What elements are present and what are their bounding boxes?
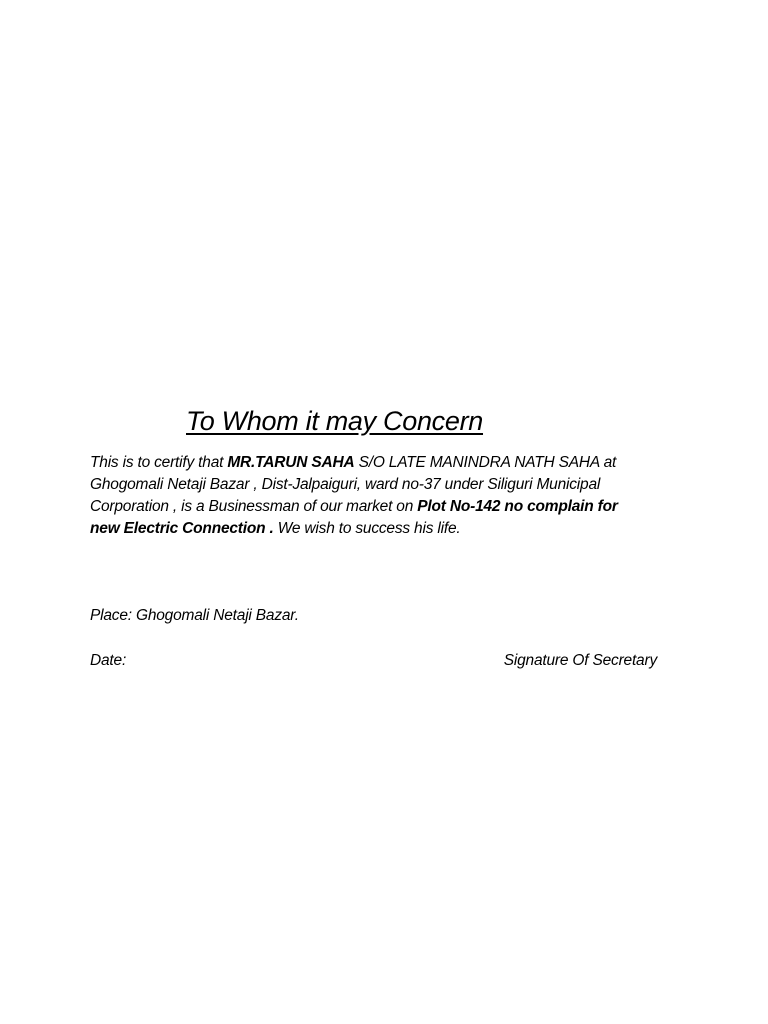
connection-text: new Electric Connection .	[90, 520, 274, 537]
certificate-paragraph	[90, 452, 670, 540]
paragraph-line-1	[90, 452, 670, 474]
paragraph-line-4	[90, 518, 670, 540]
plot-text: Plot No-142 no complain for	[417, 498, 618, 515]
paragraph-line-2: Ghogomali Netaji Bazar , Dist-Jalpaiguri, ward no-37 under Siliguri Municipal	[90, 476, 601, 493]
document-title: To Whom it may Concern	[186, 406, 484, 436]
paragraph-line-3	[90, 496, 670, 518]
person-name: MR.TARUN SAHA	[227, 454, 355, 471]
date-label: Date:	[90, 652, 127, 669]
closing-text: We wish to success his life.	[273, 520, 461, 537]
signature-label: Signature Of Secretary	[503, 652, 657, 669]
business-text: Corporation , is a Businessman of our market on	[90, 498, 418, 515]
intro-text: This is to certify that	[90, 454, 228, 471]
place-line: Place: Ghogomali Netaji Bazar.	[90, 607, 299, 624]
parent-text: S/O LATE MANINDRA NATH SAHA at	[354, 454, 617, 471]
